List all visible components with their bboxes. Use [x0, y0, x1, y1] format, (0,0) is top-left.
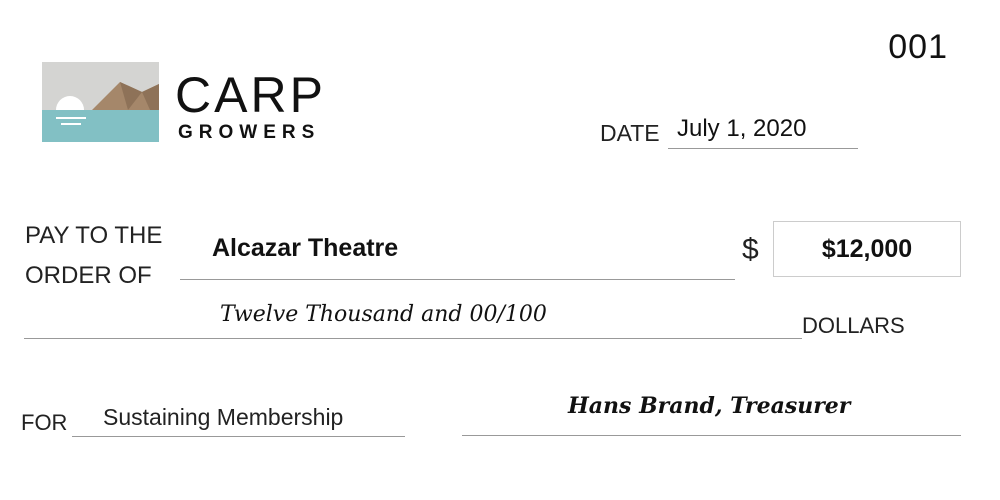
amount-words-field[interactable]: Twelve Thousand and 00/100 [220, 302, 547, 327]
signature-underline [462, 435, 961, 436]
amount-field[interactable]: $12,000 [821, 234, 913, 263]
brand-subtitle: GROWERS [178, 122, 321, 143]
payee-label [25, 216, 162, 296]
amount-words-underline [24, 338, 802, 339]
mountain-sun-water-logo-icon [42, 62, 159, 142]
date-label: DATE [600, 120, 660, 146]
date-field[interactable]: July 1, 2020 [677, 115, 807, 142]
payee-label-line2: ORDER OF [25, 262, 152, 289]
amount-box[interactable] [773, 221, 961, 277]
dollar-sign: $ [742, 233, 759, 266]
check-number: 001 [888, 28, 948, 66]
date-underline [668, 148, 858, 149]
signature-field[interactable]: Hans Brand, Treasurer [568, 393, 851, 419]
brand-name: CARP [175, 67, 326, 123]
memo-field[interactable]: Sustaining Membership [103, 404, 344, 430]
dollars-label: DOLLARS [802, 313, 905, 338]
memo-underline [72, 436, 405, 437]
payee-field[interactable]: Alcazar Theatre [212, 234, 399, 262]
memo-label: FOR [21, 410, 68, 435]
payee-underline [180, 279, 735, 280]
payee-label-line1: PAY TO THE [25, 222, 163, 249]
